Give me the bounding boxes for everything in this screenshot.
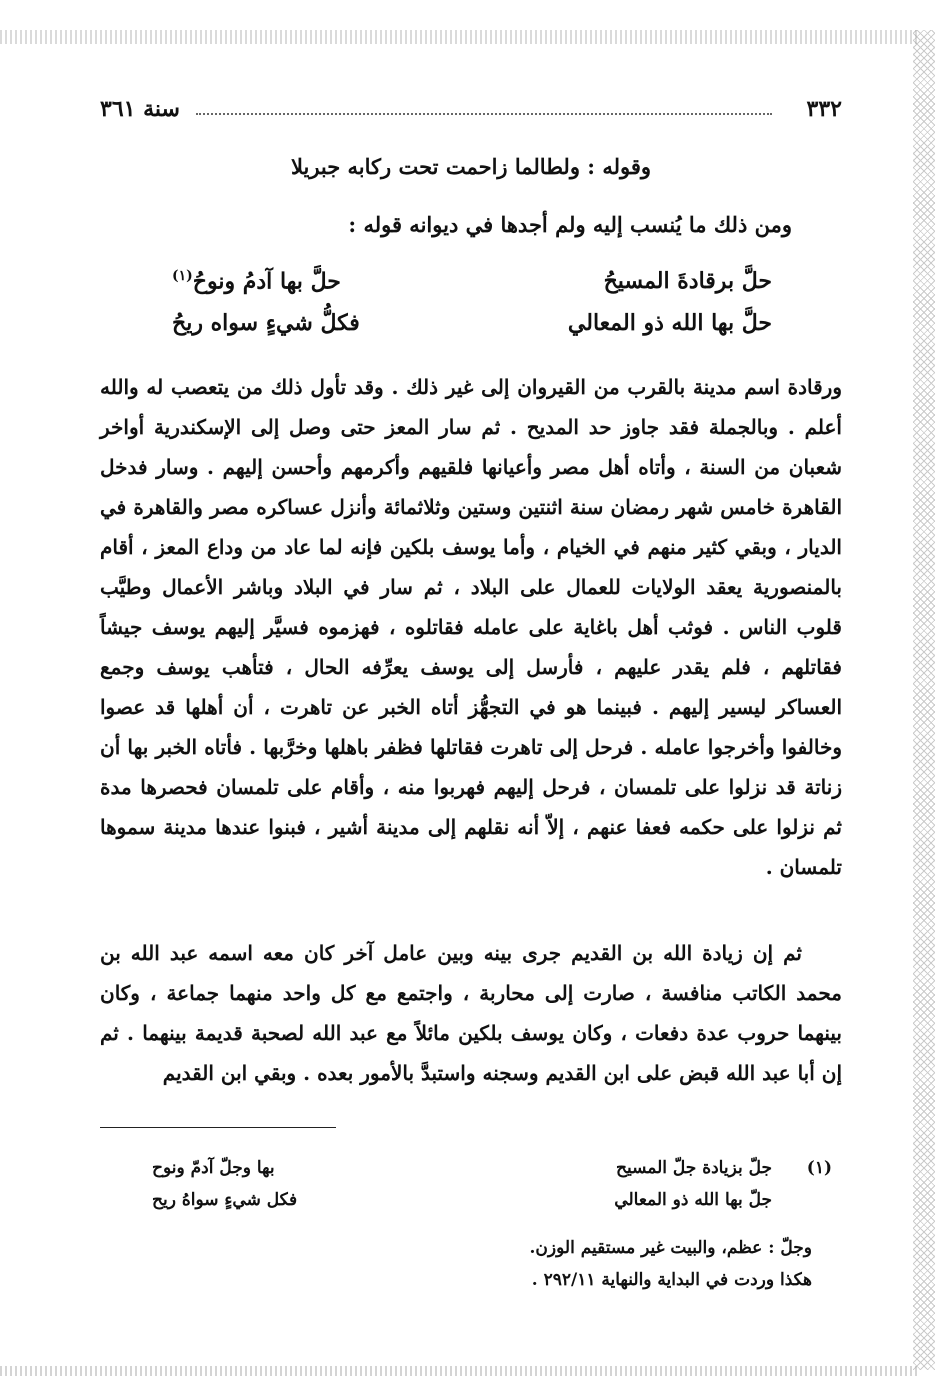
footnote-hemistich-first: جلّ بها الله ذو المعالي bbox=[614, 1190, 772, 1210]
header-dotted-leader bbox=[196, 113, 772, 115]
running-header bbox=[100, 96, 842, 126]
verse-hemistich-second: فكلُّ شيءٍ سواه ريحُ bbox=[172, 310, 360, 336]
book-page bbox=[100, 0, 842, 1382]
page-number: ٣٣٢ bbox=[806, 96, 842, 122]
verse-line bbox=[172, 268, 772, 302]
verse-hemistich-second: حلَّ بها آدمُ ونوحُ$^{(١)}$ bbox=[172, 268, 341, 295]
footnote-hemistich-second: فكل شيءٍ سواهُ ريح bbox=[152, 1190, 298, 1210]
footnote-hemistich-first: جلّ بزيادة جلّ المسيح bbox=[615, 1158, 772, 1178]
body-paragraph: ثم إن زيادة الله بن القديم جرى بينه وبين عامل آخر كان معه اسمه عبد الله بن محمد الكاتب منافسة ، صارت إلى محاربة ، واجتمع مع كل واحد منهما جماعة ، وكان بينهما حروب عدة دفعات ، وكان يوسف بلكين مائلاً مع عبد الله لصحبة قديمة بينهما . ثم إن أبا عبد الله قبض على ابن القديم وسجنه واستبدَّ بالأمور بعده . وبقي ابن القديم bbox=[100, 941, 842, 1085]
footnote-hemistich-second: بها وجلّ آدمّ ونوح bbox=[152, 1158, 275, 1178]
scan-edge-right bbox=[913, 30, 935, 1370]
verse-line bbox=[172, 310, 772, 344]
body-paragraph: ورقادة اسم مدينة بالقرب من القيروان إلى غير ذلك . وقد تأول ذلك من يتعصب له والله أعلم . وبالجملة فقد جاوز حد المديح . ثم سار المعز حتى وصل إلى الإسكندرية أواخر شعبان من السنة ، وأتاه أهل مصر وأعيانها فلقيهم وأكرمهم وأحسن إليهم . وسار فدخل القاهرة خامس شهر رمضان سنة اثنتين وستين وثلاثمائة وأنزل عساكره مصر والقاهرة في الديار ، وبقي كثير منهم في الخيام ، وأما يوسف بلكين فإنه لما عاد من وداع المعز ، أقام بالمنصورية يعقد الولايات للعمال على البلاد ، ثم سار في البلاد وباشر الأعمال وطيَّب قلوب الناس . فوثب أهل باغاية على عامله فقاتلوه ، فهزموه فسيَّر إليهم يوسف جيشاً فقاتلهم ، فلم يقدر عليهم ، فأرسل إلى يوسف يعرِّفه الحال ، فتأهب يوسف وجمع العساكر ليسير إليهم . فبينما هو في التجهُّز أتاه الخبر عن تاهرت ، أن أهلها قد عصوا وخالفوا وأخرجوا عامله . فرحل إلى تاهرت فقاتلها فظفر باهلها وخرَّبها . فأتاه الخبر بها أن زناتة قد نزلوا على تلمسان ، فرحل إليهم فهربوا منه ، وأقام على تلمسان فحصرها مدة ثم نزلوا على حكمه فعفا عنهم ، إلاّ أنه نقلهم إلى مدينة أشير ، فبنوا عندها مدينة سموها تلمسان . bbox=[100, 375, 842, 879]
footnote-note: هكذا وردت في البداية والنهاية ٢٩٢/١١ . bbox=[531, 1270, 812, 1290]
intro-line: ومن ذلك ما يُنسب إليه ولم أجدها في ديوانه قوله : bbox=[348, 212, 792, 237]
footnote-marker: (١) bbox=[172, 268, 193, 284]
footnote-note: وجلّ : عظم، والبيت غير مستقيم الوزن. bbox=[529, 1238, 812, 1258]
verse-hemistich-first: حلَّ بها الله ذو المعالي bbox=[567, 310, 772, 336]
footnote-separator bbox=[100, 1127, 336, 1128]
footnote-verse-line bbox=[152, 1190, 772, 1222]
quote-line: وقوله : ولطالما زاحمت تحت ركابه جبريلا bbox=[290, 154, 652, 179]
footnote-verse-line bbox=[152, 1158, 772, 1190]
year-label: سنة ٣٦١ bbox=[100, 96, 180, 122]
verse-hemistich-first: حلَّ برقادةَ المسيحُ bbox=[603, 268, 772, 294]
footnote-number: (١) bbox=[806, 1158, 832, 1178]
